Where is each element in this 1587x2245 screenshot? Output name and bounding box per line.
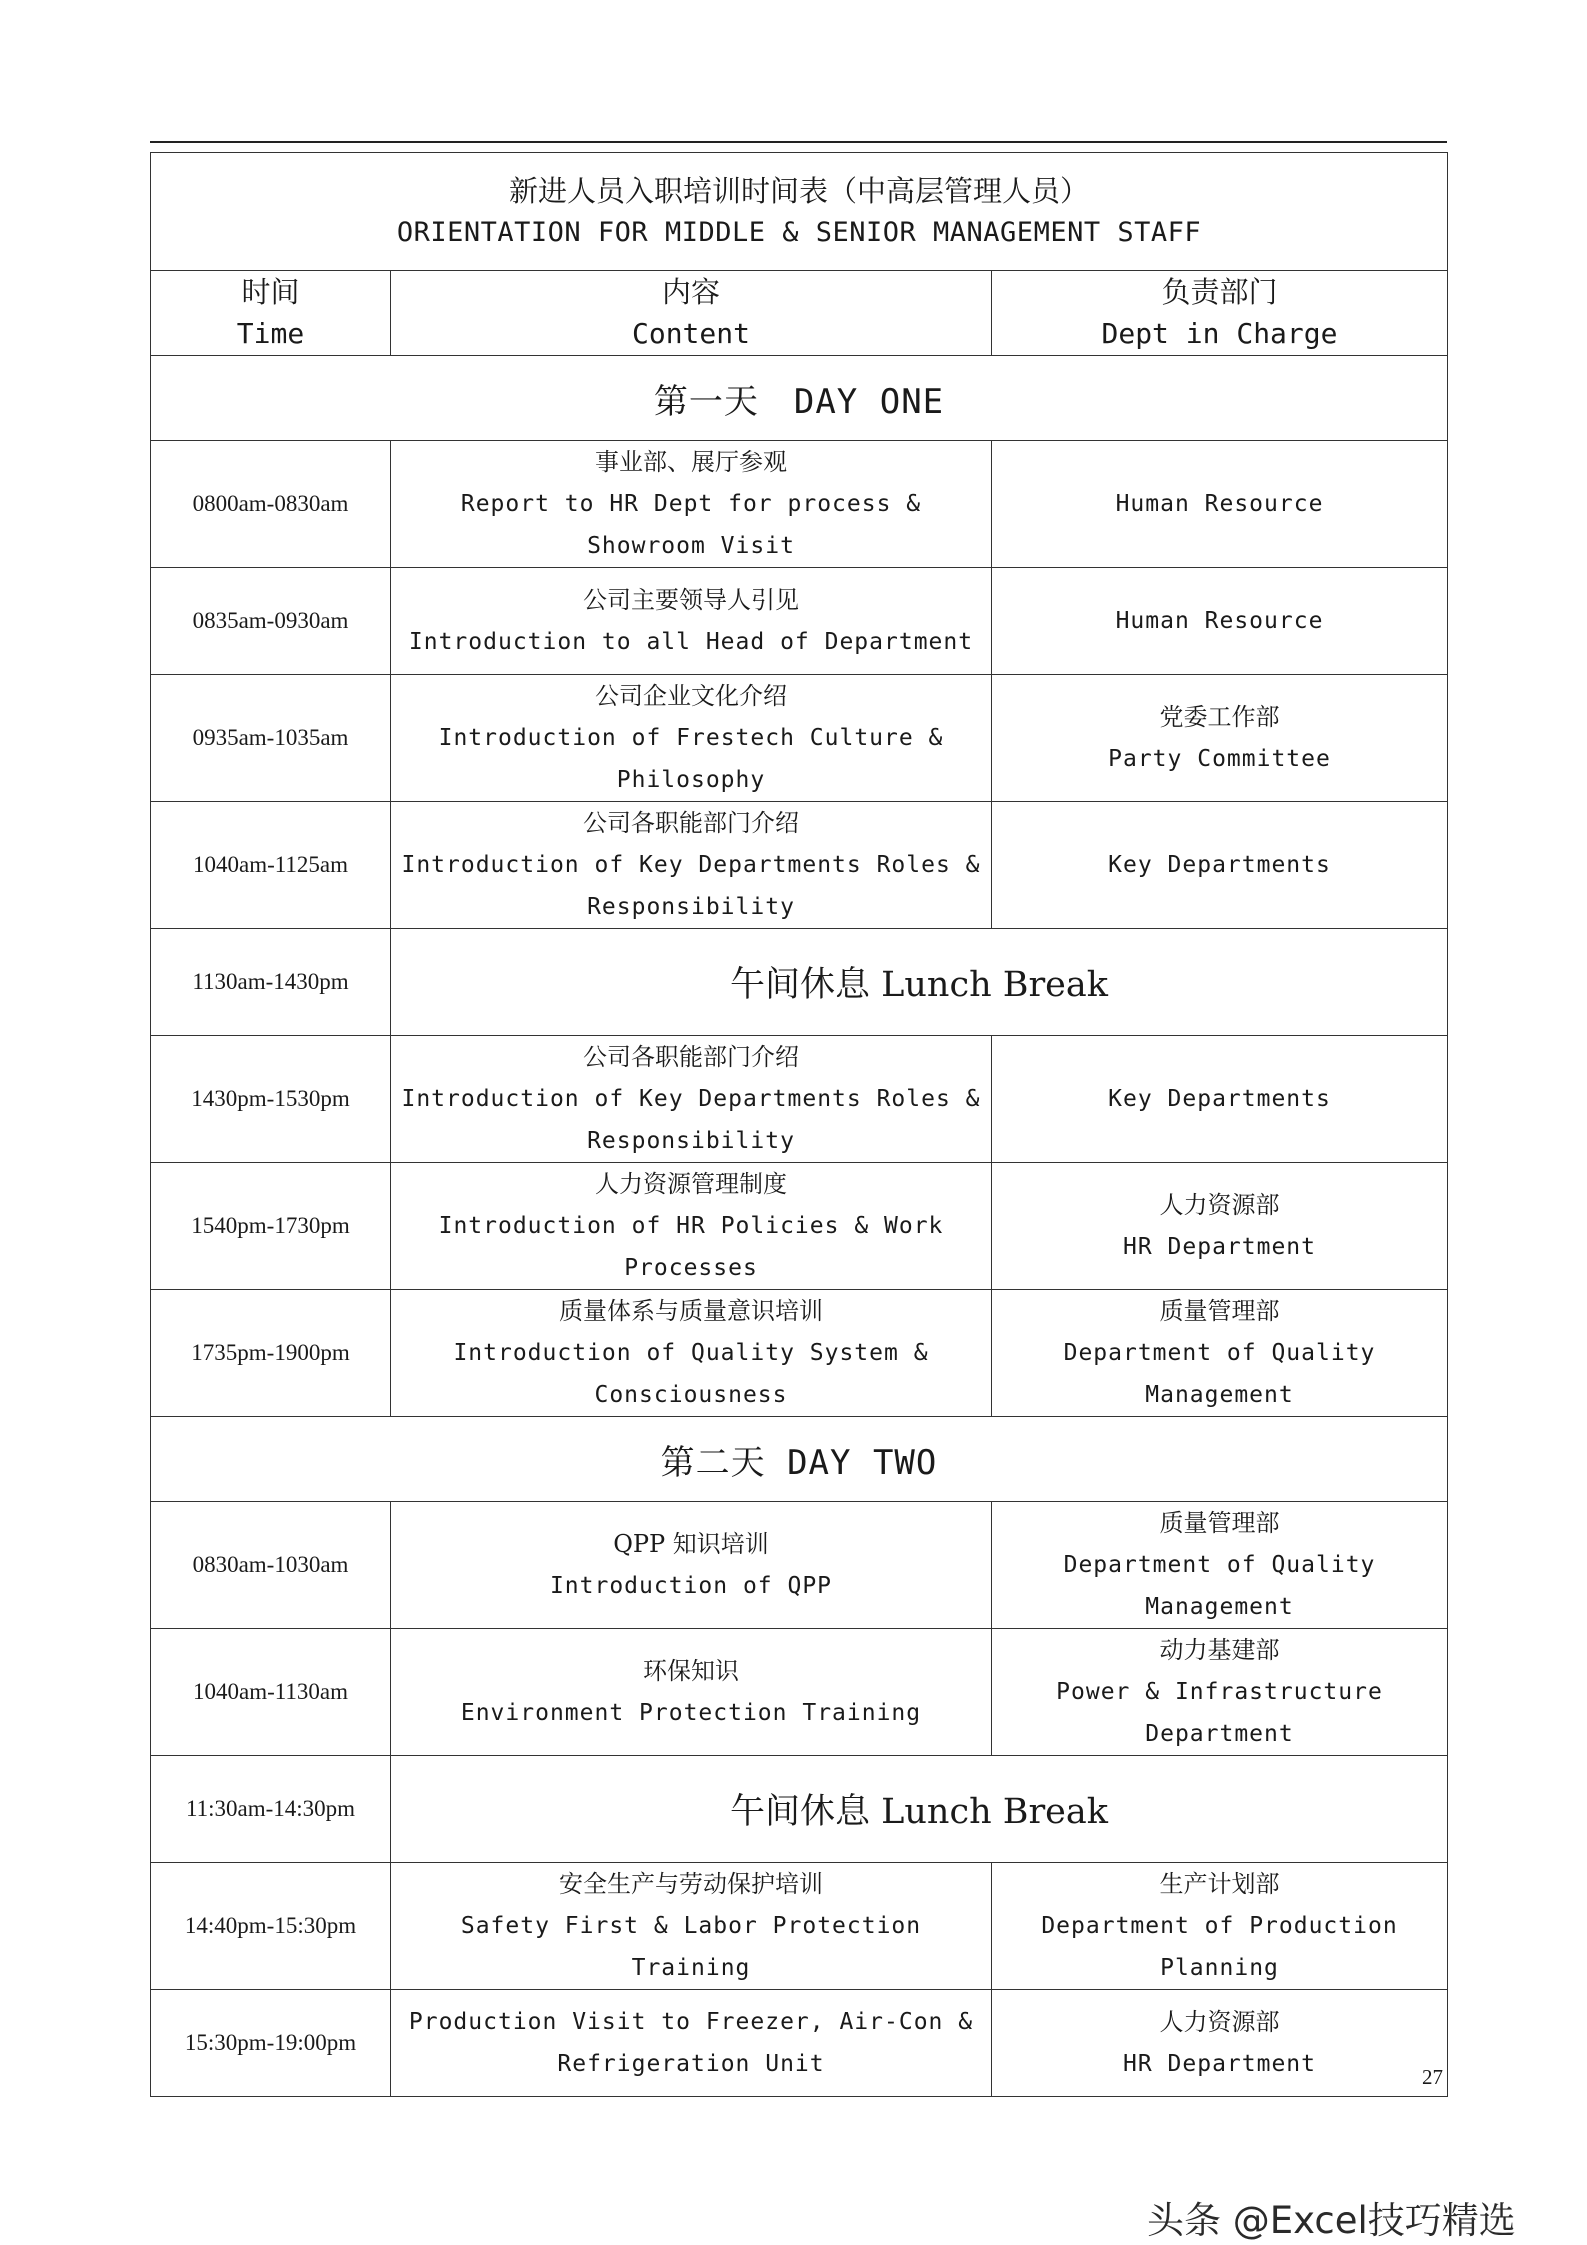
content-cn: 公司主要领导人引见 xyxy=(583,586,799,614)
lunch-break-cell: 午间休息 Lunch Break xyxy=(391,1756,1448,1863)
dept-cell xyxy=(992,1629,1448,1756)
title-english: ORIENTATION FOR MIDDLE & SENIOR MANAGEMENT STAFF xyxy=(396,216,1202,248)
content-cell xyxy=(391,675,992,802)
time-cell: 1130am-1430pm xyxy=(151,929,391,1036)
content-cell xyxy=(391,1163,992,1290)
dept-en: HR Department xyxy=(1122,2051,1316,2077)
day-one-label xyxy=(151,356,1448,441)
content-cell xyxy=(391,802,992,929)
table-row xyxy=(151,1863,1448,1990)
dept-cell xyxy=(992,675,1448,802)
content-cell xyxy=(391,1290,992,1417)
content-cn: 公司企业文化介绍 xyxy=(595,682,787,710)
watermark: 头条 @Excel技巧精选 xyxy=(1147,2199,1516,2242)
dept-cn: 人力资源部 xyxy=(1159,1191,1280,1219)
content-en: Safety First & Labor Protection Training xyxy=(460,1913,922,1981)
dept-cell xyxy=(992,1163,1448,1290)
content-en: Report to HR Dept for process & Showroom Visit xyxy=(460,491,922,559)
time-cell: 0830am-1030am xyxy=(151,1502,391,1629)
content-cn: 安全生产与劳动保护培训 xyxy=(559,1870,823,1898)
content-cell xyxy=(391,1036,992,1163)
content-en-continued: Responsibility xyxy=(587,1128,795,1154)
header-dept-cn: 负责部门 xyxy=(1161,275,1278,309)
table-row xyxy=(151,1036,1448,1163)
dept-cell xyxy=(992,1290,1448,1417)
table-row xyxy=(151,568,1448,675)
dept-cn: 质量管理部 xyxy=(1159,1509,1280,1537)
dept-en: Department of Quality Management xyxy=(1063,1552,1376,1620)
table-row xyxy=(151,929,1448,1036)
dept-cn: 党委工作部 xyxy=(1159,703,1280,731)
content-cell xyxy=(391,568,992,675)
dept-en: Key Departments xyxy=(1108,852,1331,878)
table-row xyxy=(151,441,1448,568)
dept-cn: 质量管理部 xyxy=(1159,1297,1280,1325)
header-dept-en: Dept in Charge xyxy=(1101,317,1338,350)
table-row xyxy=(151,1629,1448,1756)
content-en: Introduction to all Head of Department xyxy=(408,629,974,655)
time-cell: 14:40pm-15:30pm xyxy=(151,1863,391,1990)
dept-cell xyxy=(992,1990,1448,2097)
content-en: Introduction of HR Policies & Work Processes xyxy=(438,1213,944,1281)
page-number: 27 xyxy=(1422,2065,1443,2089)
dept-en: Human Resource xyxy=(1115,491,1324,517)
dept-en: Power & Infrastructure Department xyxy=(1056,1679,1383,1747)
content-en: Environment Protection Training xyxy=(460,1700,922,1726)
title-chinese: 新进人员入职培训时间表（中高层管理人员） xyxy=(508,173,1089,208)
dept-en: Party Committee xyxy=(1108,746,1331,772)
dept-en: Key Departments xyxy=(1108,1086,1331,1112)
day-two-text: 第二天 DAY TWO xyxy=(660,1442,938,1483)
header-content xyxy=(391,271,992,356)
dept-cn: 人力资源部 xyxy=(1159,2008,1280,2036)
table-row xyxy=(151,1502,1448,1629)
day-two-row xyxy=(151,1417,1448,1502)
time-cell: 0935am-1035am xyxy=(151,675,391,802)
dept-cn: 动力基建部 xyxy=(1159,1636,1280,1664)
header-row xyxy=(151,271,1448,356)
content-en-continued: Consciousness xyxy=(594,1382,788,1408)
content-cell xyxy=(391,441,992,568)
dept-cell xyxy=(992,1036,1448,1163)
content-en-continued: Responsibility xyxy=(587,894,795,920)
dept-cell xyxy=(992,441,1448,568)
content-en: Introduction of Quality System & xyxy=(453,1340,929,1366)
day-two-label xyxy=(151,1417,1448,1502)
content-cell xyxy=(391,1502,992,1629)
table-row xyxy=(151,1290,1448,1417)
content-en: Production Visit to Freezer, Air-Con & xyxy=(408,2009,974,2035)
schedule-table xyxy=(150,152,1448,2097)
day-one-text: 第一天 DAY ONE xyxy=(653,381,945,422)
content-cn: 环保知识 xyxy=(643,1657,739,1685)
dept-cell xyxy=(992,1502,1448,1629)
dept-cell xyxy=(992,1863,1448,1990)
time-cell: 1430pm-1530pm xyxy=(151,1036,391,1163)
content-cn: 人力资源管理制度 xyxy=(595,1170,787,1198)
content-cn: 公司各职能部门介绍 xyxy=(583,809,799,837)
header-time-en: Time xyxy=(236,317,305,350)
content-cn: 质量体系与质量意识培训 xyxy=(559,1297,823,1325)
time-cell: 15:30pm-19:00pm xyxy=(151,1990,391,2097)
content-cell xyxy=(391,1990,992,2097)
time-cell: 1540pm-1730pm xyxy=(151,1163,391,1290)
title-row xyxy=(151,153,1448,271)
content-cn: QPP 知识培训 xyxy=(613,1530,769,1558)
top-rule xyxy=(150,141,1447,143)
table-row xyxy=(151,1163,1448,1290)
time-cell: 1735pm-1900pm xyxy=(151,1290,391,1417)
table-row xyxy=(151,1990,1448,2097)
dept-en: HR Department xyxy=(1122,1234,1316,1260)
time-cell: 0800am-0830am xyxy=(151,441,391,568)
content-cell xyxy=(391,1863,992,1990)
time-cell: 0835am-0930am xyxy=(151,568,391,675)
content-cn: 事业部、展厅参观 xyxy=(595,448,787,476)
time-cell: 11:30am-14:30pm xyxy=(151,1756,391,1863)
dept-en: Department of Quality Management xyxy=(1063,1340,1376,1408)
day-one-row xyxy=(151,356,1448,441)
table-row xyxy=(151,802,1448,929)
time-cell: 1040am-1130am xyxy=(151,1629,391,1756)
header-content-en: Content xyxy=(631,317,750,350)
content-en: Introduction of QPP xyxy=(549,1573,833,1599)
content-en: Introduction of Frestech Culture & Philosophy xyxy=(438,725,944,793)
content-cn: 公司各职能部门介绍 xyxy=(583,1043,799,1071)
header-content-cn: 内容 xyxy=(661,275,720,309)
content-en: Introduction of Key Departments Roles & xyxy=(401,1086,981,1112)
table-title xyxy=(151,153,1448,271)
lunch-break-cell: 午间休息 Lunch Break xyxy=(391,929,1448,1036)
table-row xyxy=(151,1756,1448,1863)
dept-en: Human Resource xyxy=(1115,608,1324,634)
content-en: Introduction of Key Departments Roles & xyxy=(401,852,981,878)
header-time xyxy=(151,271,391,356)
content-cell xyxy=(391,1629,992,1756)
dept-cell xyxy=(992,568,1448,675)
dept-en: Department of Production Planning xyxy=(1041,1913,1398,1981)
table-row xyxy=(151,675,1448,802)
dept-cell xyxy=(992,802,1448,929)
header-time-cn: 时间 xyxy=(241,275,300,309)
dept-cn: 生产计划部 xyxy=(1159,1870,1280,1898)
header-dept xyxy=(992,271,1448,356)
time-cell: 1040am-1125am xyxy=(151,802,391,929)
content-en-continued: Refrigeration Unit xyxy=(557,2051,825,2077)
